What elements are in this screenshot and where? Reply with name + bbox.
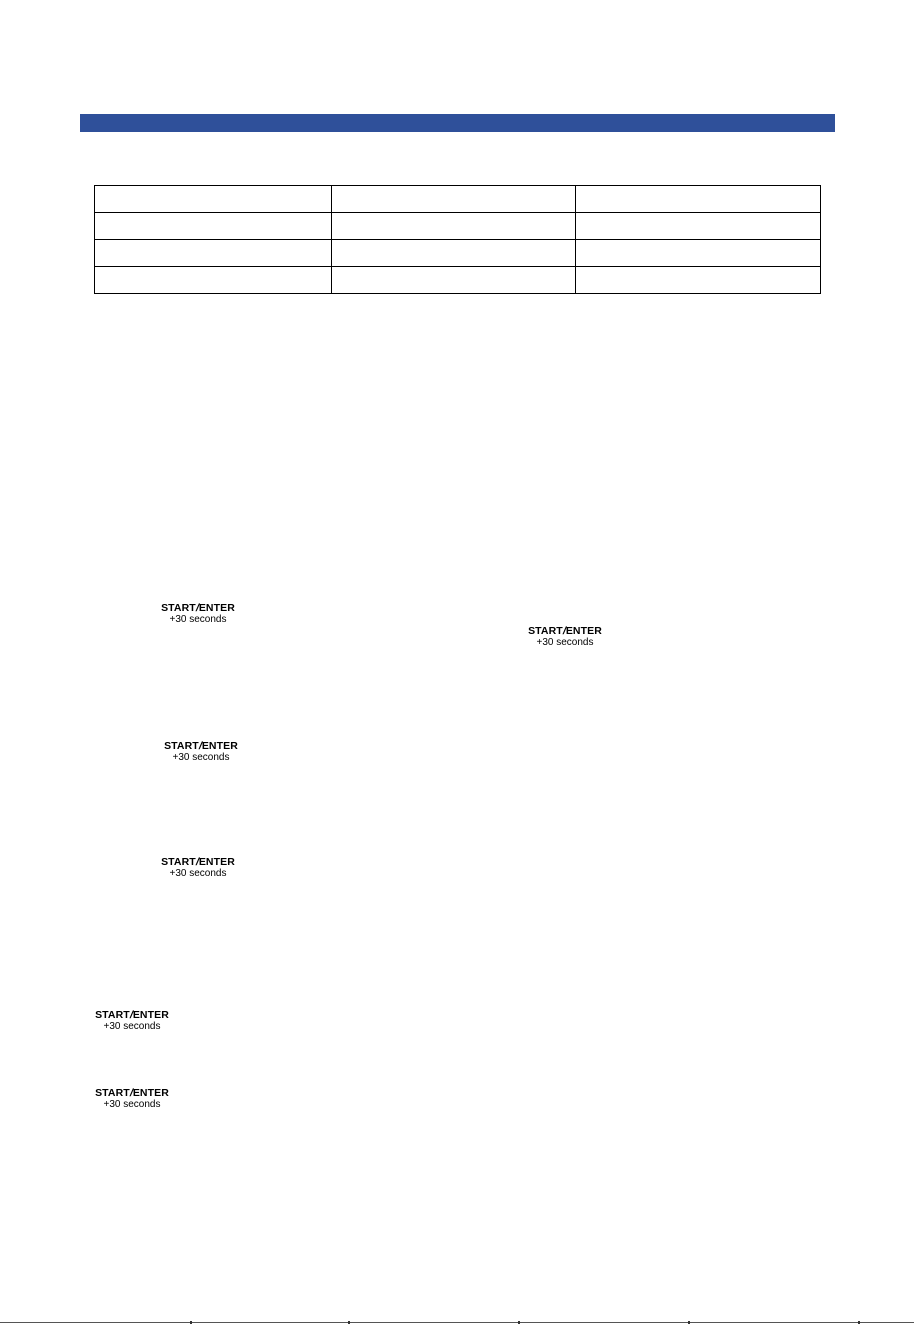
table-cell — [332, 213, 576, 240]
table-row — [95, 213, 821, 240]
table-cell — [576, 213, 821, 240]
table-cell — [95, 213, 332, 240]
table-cell — [95, 186, 332, 213]
start-enter-key-label: START/ENTER +30 seconds — [164, 740, 238, 763]
table-cell — [95, 240, 332, 267]
settings-table — [94, 185, 821, 294]
start-enter-key-label: START/ENTER +30 seconds — [95, 1087, 169, 1110]
table-row — [95, 186, 821, 213]
start-enter-key-label: START/ENTER +30 seconds — [161, 602, 235, 625]
table-cell — [576, 186, 821, 213]
start-enter-key-label: START/ENTER +30 seconds — [161, 856, 235, 879]
table-cell — [332, 240, 576, 267]
table-row — [95, 240, 821, 267]
table-row — [95, 267, 821, 294]
table-cell — [332, 267, 576, 294]
page-bottom-rule — [0, 1322, 914, 1323]
section-header-bar — [80, 114, 835, 132]
start-enter-key-label: START/ENTER +30 seconds — [528, 625, 602, 648]
table-cell — [576, 240, 821, 267]
table-cell — [95, 267, 332, 294]
table-cell — [332, 186, 576, 213]
table-cell — [576, 267, 821, 294]
start-enter-key-label: START/ENTER +30 seconds — [95, 1009, 169, 1032]
